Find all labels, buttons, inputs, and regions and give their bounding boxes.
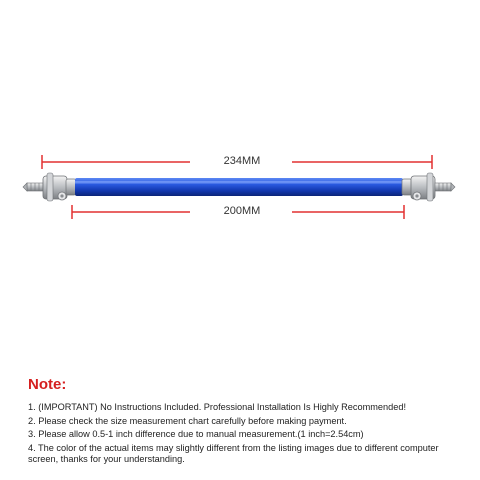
left-end-fitting xyxy=(23,173,76,201)
note-item: 1. (IMPORTANT) No Instructions Included. Professional Installation Is Highly Recommended! xyxy=(28,402,407,412)
note-heading: Note: xyxy=(28,376,67,393)
bottom-measurement-label: 200MM xyxy=(223,205,261,217)
top-measurement-label: 234MM xyxy=(223,155,261,167)
right-end-fitting xyxy=(402,173,455,201)
note-item: 4. The color of the actual items may slightly different from the listing images due to different computer screen, thanks for your understanding. xyxy=(28,442,439,464)
note-item: 2. Please check the size measurement chart carefully before making payment. xyxy=(28,415,347,426)
blue-rod xyxy=(75,178,403,196)
note-list xyxy=(28,402,458,468)
note-item: 3. Please allow 0.5-1 inch difference due to manual measurement.(1 inch=2.54cm) xyxy=(28,429,364,439)
